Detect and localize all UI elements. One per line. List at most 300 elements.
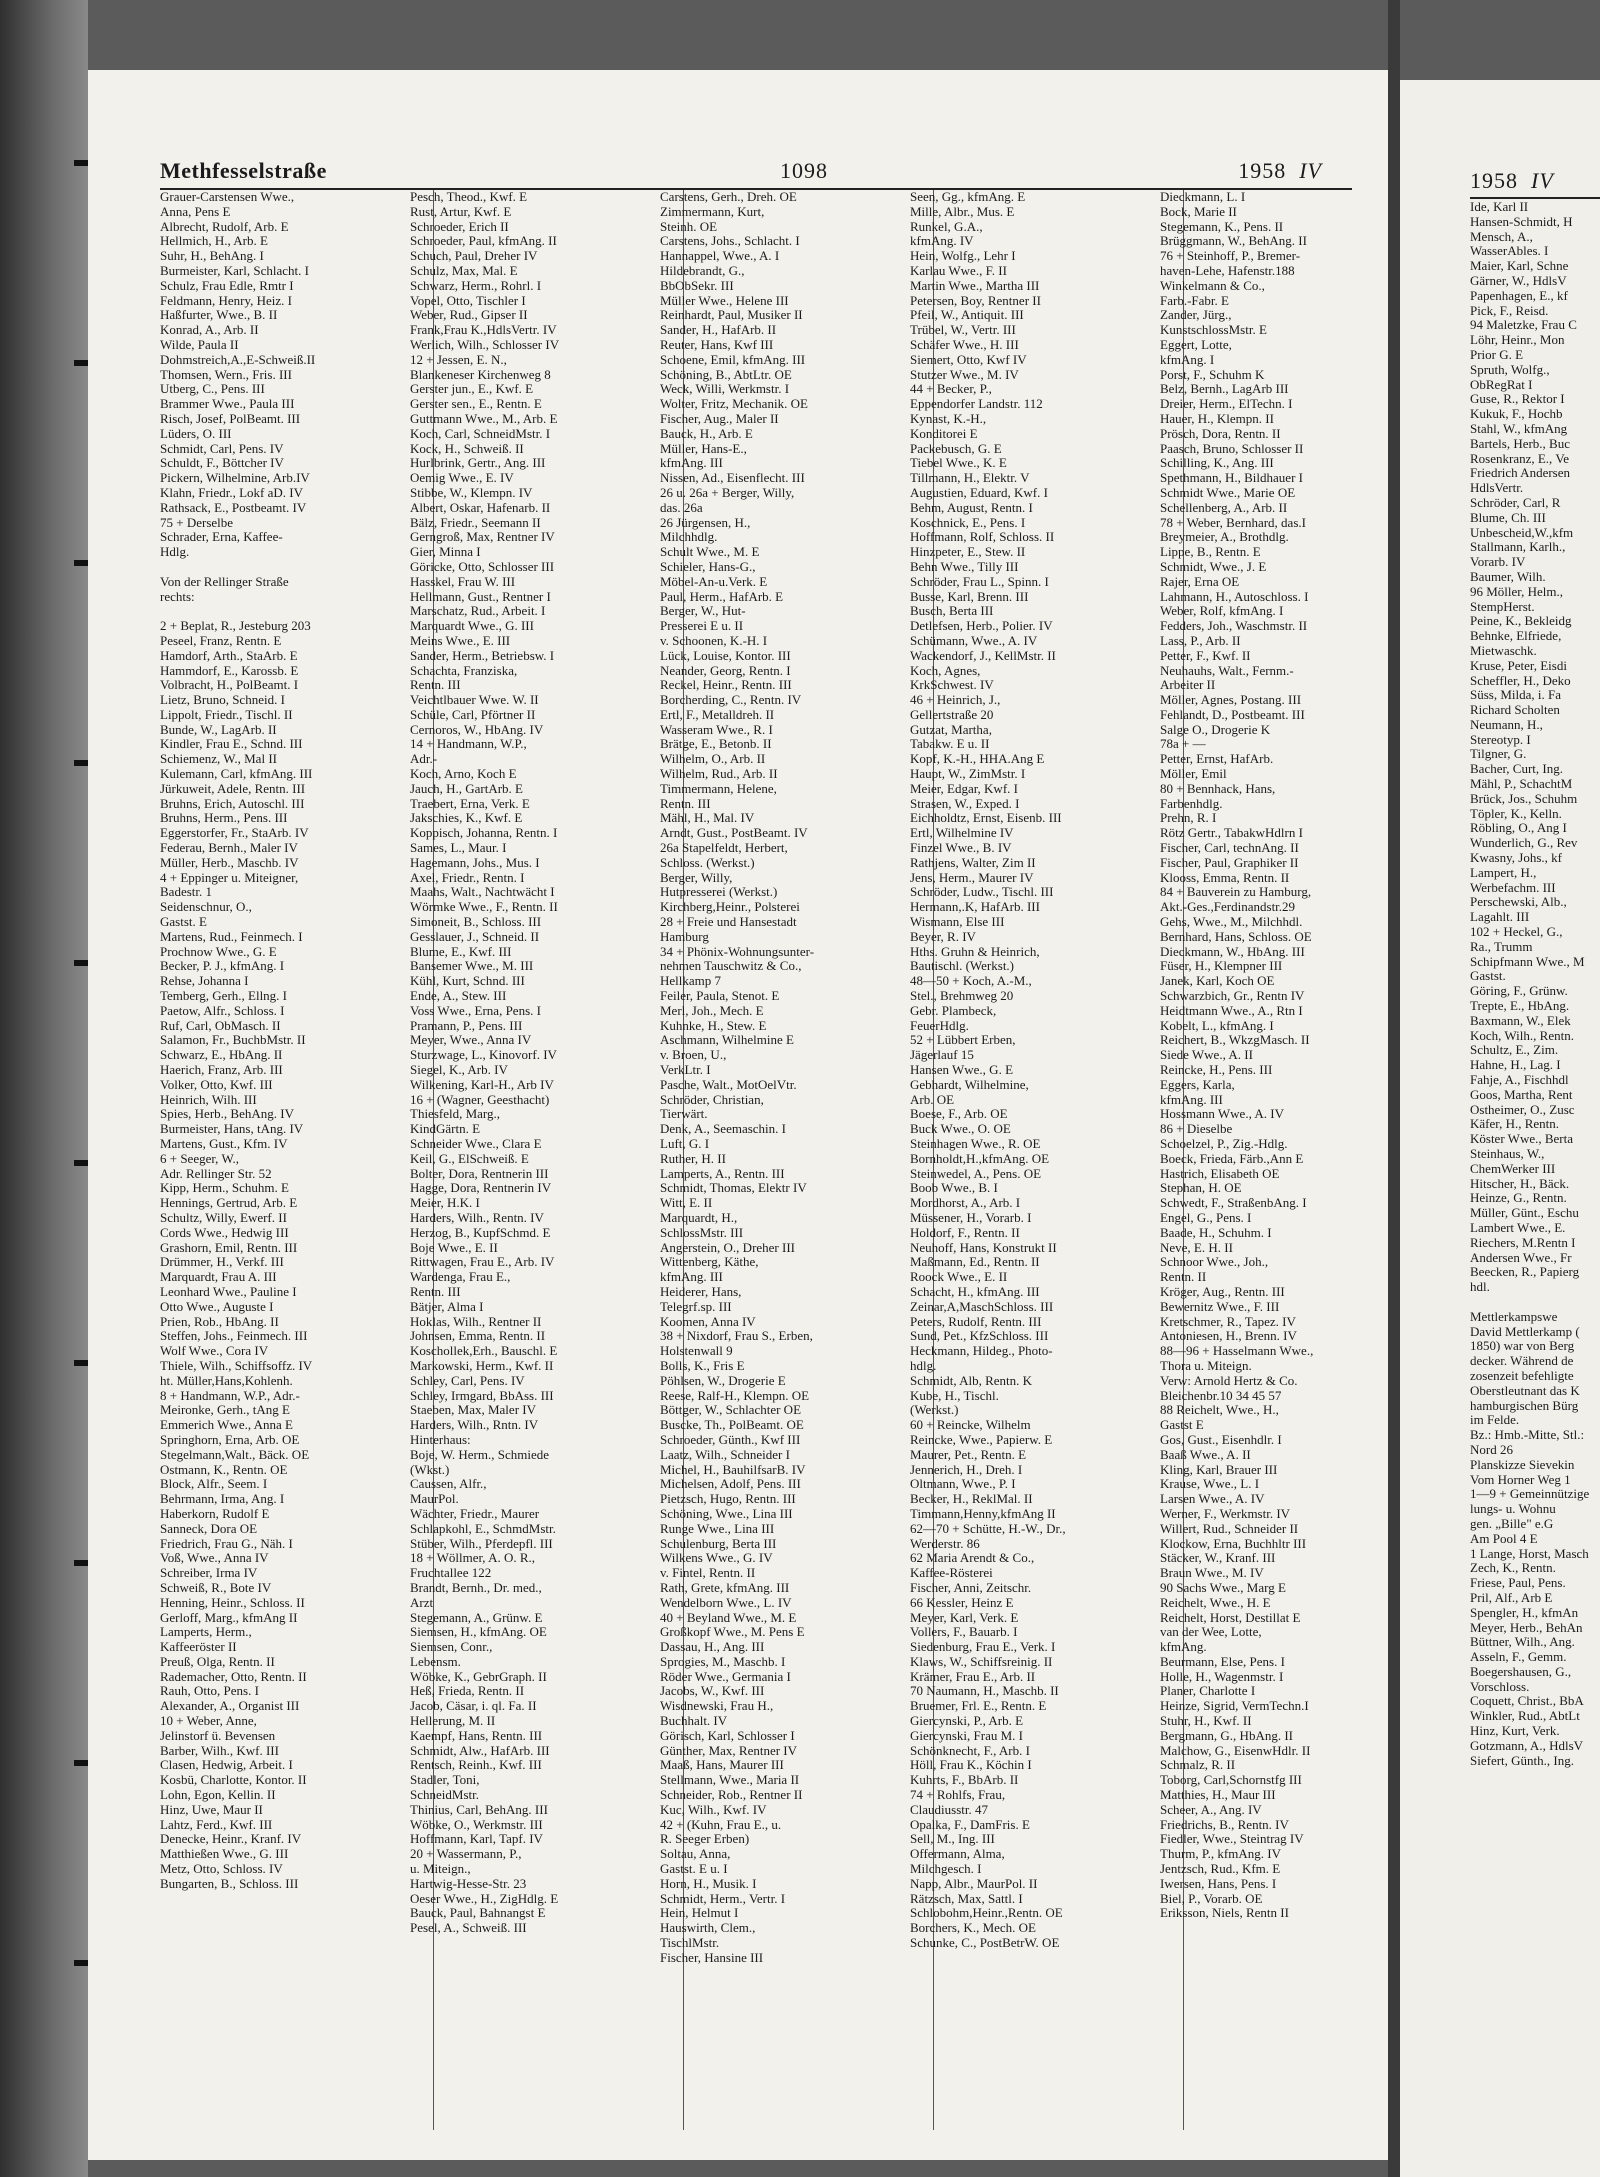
directory-entry: Schachta, Franziska, [410, 663, 518, 678]
directory-entry: Werderstr. 86 [910, 1536, 980, 1551]
directory-entry: Wisdnewski, Frau H., [660, 1699, 774, 1714]
directory-entry: Claudiusstr. 47 [910, 1802, 989, 1817]
directory-entry: Wackendorf, J., KellMstr. II [910, 648, 1056, 663]
directory-entry: Stadler, Toni, [410, 1773, 480, 1788]
directory-entry: Oltmann, Wwe., P. I [910, 1477, 1016, 1492]
directory-entry: Heckmann, Hildeg., Photo- [910, 1344, 1053, 1359]
directory-entry: Stäcker, W., Kranf. III [1160, 1551, 1276, 1566]
directory-page [88, 70, 1388, 2160]
directory-entry: Mietwaschk. [1470, 643, 1537, 658]
directory-entry: Fahje, A., Fischhdl [1470, 1073, 1569, 1088]
directory-entry: Luft, G. I [660, 1137, 710, 1151]
directory-entry: Frank,Frau K.,HdlsVertr. IV [410, 323, 557, 338]
directory-entry: Holle, H., Wagenmstr. I [1160, 1669, 1284, 1684]
directory-entry: Blume, Ch. III [1470, 510, 1546, 525]
directory-entry: Schöning, B., AbtLtr. OE [660, 367, 792, 382]
directory-entry: Pesch, Theod., Kwf. E [410, 190, 528, 204]
directory-entry: Ostmann, K., Rentn. OE [160, 1462, 288, 1477]
directory-entry: Blume, E., Kwf. III [410, 944, 512, 959]
directory-entry: Harders, Wilh., Rentn. IV [410, 1210, 544, 1225]
directory-entry: 48—50 + Koch, A.-M., [910, 974, 1032, 989]
directory-entry: Gier, Minna I [410, 545, 481, 560]
directory-entry: Kynast, K.-H., [910, 411, 987, 426]
directory-entry: Werbefachm. III [1470, 880, 1556, 895]
directory-entry: Lamperts, A., Rentn. III [660, 1166, 785, 1181]
directory-entry: Holstenwall 9 [660, 1344, 733, 1359]
directory-entry: Block, Alfr., Seem. I [160, 1477, 268, 1492]
directory-entry: Kwasny, Johs., kf [1470, 851, 1562, 866]
directory-entry: Behnke, Elfriede, [1470, 629, 1562, 644]
directory-entry: Haupt, W., ZimMstr. I [910, 767, 1026, 782]
directory-entry: Albrecht, Rudolf, Arb. E [160, 219, 289, 234]
directory-entry: Suhr, H., BehAng. I [160, 249, 264, 264]
directory-entry: Rentn. III [660, 796, 711, 811]
directory-entry: Koch, Agnes, [910, 663, 981, 678]
directory-entry: Prien, Rob., HbAng. II [160, 1314, 279, 1329]
directory-entry: Haerich, Franz, Arb. III [160, 1063, 283, 1078]
directory-entry: Winkler, Rud., AbtLt [1470, 1709, 1580, 1724]
directory-entry: Stahl, W., kfmAng [1470, 421, 1568, 436]
directory-entry: Fiedler, Wwe., Steintrag IV [1160, 1832, 1304, 1847]
binding-mark [74, 160, 88, 166]
directory-entry: Hauer, H., Klempn. II [1160, 411, 1274, 426]
directory-entry: Thiesfeld, Marg., [410, 1107, 501, 1122]
directory-entry: Bolter, Dora, Rentnerin III [410, 1166, 549, 1181]
directory-entry: 96 Möller, Helm., [1470, 584, 1563, 599]
directory-entry: Giercynski, Frau M. I [910, 1728, 1024, 1743]
directory-entry: Heidtmann Wwe., A., Rtn I [1160, 1003, 1303, 1018]
directory-entry: Scheffler, H., Deko [1470, 673, 1571, 688]
directory-entry: Schwarz, E., HbAng. II [160, 1048, 283, 1063]
directory-entry: Wilhelm, O., Arb. II [660, 752, 766, 767]
directory-entry: Hitscher, H., Bäck. [1470, 1176, 1570, 1191]
directory-entry: Dieckmann, L. I [1160, 190, 1246, 204]
directory-entry: Kube, H., Tischl. [910, 1388, 999, 1403]
directory-entry: Siemert, Otto, Kwf IV [910, 352, 1027, 367]
directory-entry: Möller, Agnes, Postang. III [1160, 693, 1302, 708]
directory-entry: Barber, Wilh., Kwf. III [160, 1743, 279, 1758]
directory-entry: Vorschloss. [1470, 1679, 1530, 1694]
directory-entry: Winkelmann & Co., [1160, 278, 1265, 293]
directory-entry: Hinz, Kurt, Verk. [1470, 1724, 1560, 1739]
directory-entry: Hinzpeter, E., Stew. II [910, 545, 1026, 560]
directory-entry: Sell, M., Ing. III [910, 1832, 995, 1847]
directory-entry: Breymeier, A., Brothdlg. [1160, 530, 1289, 545]
directory-entry: Zander, Jürg., [1160, 308, 1232, 323]
directory-entry: Schlobohm,Heinr.,Rentn. OE [910, 1906, 1063, 1921]
directory-entry: Paetow, Alfr., Schloss. I [160, 1003, 285, 1018]
directory-entry: Johnsen, Emma, Rentn. II [410, 1329, 546, 1344]
page-header [160, 158, 1352, 190]
directory-entry: Horn, H., Musik. I [660, 1876, 757, 1891]
directory-entry: Pasche, Walt., MotOelVtr. [660, 1077, 797, 1092]
directory-entry: Guse, R., Rektor I [1470, 392, 1565, 407]
directory-entry: Eriksson, Niels, Rentn II [1160, 1906, 1289, 1921]
directory-entry: Eppendorfer Landstr. 112 [910, 397, 1043, 412]
directory-entry: 84 + Bauverein zu Hamburg, [1160, 885, 1312, 900]
directory-entry: 18 + Wöllmer, A. O. R., [410, 1551, 536, 1566]
directory-entry: Rehse, Johanna I [160, 974, 249, 989]
directory-entry: Jacob, Cäsar, i. ql. Fa. II [410, 1699, 537, 1714]
directory-entry: Sames, L., Maur. I [410, 841, 507, 856]
directory-entry: Reese, Ralf-H., Klempn. OE [660, 1388, 810, 1403]
directory-entry: Schneider, Rob., Rentner II [660, 1788, 803, 1803]
directory-entry: Oberstleutnant das K [1470, 1383, 1580, 1398]
directory-entry: Kuhnke, H., Stew. E [660, 1018, 767, 1033]
directory-entry: Hths. Gruhn & Heinrich, [910, 944, 1040, 959]
directory-entry: Sturzwage, L., Kinovorf. IV [410, 1048, 557, 1063]
directory-entry: Müller Wwe., Helene III [660, 293, 789, 308]
directory-entry: Göring, F., Grünw. [1470, 984, 1568, 999]
directory-entry: Thiele, Wilh., Schiffsoffz. IV [160, 1358, 313, 1373]
directory-entry: Schoene, Emil, kfmAng. III [660, 352, 806, 367]
facing-page [1400, 80, 1600, 2177]
directory-entry: 10 + Weber, Anne, [160, 1714, 257, 1729]
directory-entry: Brätge, E., Betonb. II [660, 737, 772, 752]
directory-entry [160, 604, 410, 619]
directory-entry: Wolter, Fritz, Mechanik. OE [660, 397, 808, 412]
directory-entry: u. Miteign., [410, 1862, 471, 1877]
directory-entry: Keil, G., ElSchweiß. E [410, 1151, 529, 1166]
directory-entry: Vom Horner Weg 1 [1470, 1472, 1571, 1487]
directory-entry: Neve, E. H. II [1160, 1240, 1233, 1255]
directory-entry: Schilling, K., Ang. III [1160, 456, 1274, 471]
directory-entry: Reichelt, Wwe., H. E [1160, 1595, 1271, 1610]
directory-entry: Burmeister, Karl, Schlacht. I [160, 263, 309, 278]
directory-entry: Boeck, Frieda, Färb.,Ann E [1160, 1151, 1304, 1166]
directory-entry: Gesslauer, J., Schneid. II [410, 929, 540, 944]
directory-entry: Biel, P., Vorarb. OE [1160, 1891, 1263, 1906]
directory-entry: Boese, F., Arb. OE [910, 1107, 1008, 1122]
directory-entry: Boje Wwe., E. II [410, 1240, 498, 1255]
directory-entry: Dassau, H., Ang. III [660, 1640, 765, 1655]
directory-entry: Haßfurter, Wwe., B. II [160, 308, 278, 323]
directory-entry: Traebert, Erna, Verk. E [410, 796, 530, 811]
directory-entry: Löhr, Heinr., Mon [1470, 333, 1565, 348]
directory-entry [1470, 1295, 1600, 1310]
directory-entry: Gastst. E u. I [660, 1862, 728, 1877]
directory-entry: Reckel, Heinr., Rentn. III [660, 678, 792, 693]
directory-entry: Thinius, Carl, BehAng. III [410, 1802, 548, 1817]
directory-entry: Hellkamp 7 [660, 974, 722, 989]
directory-entry: Cords Wwe., Hedwig III [160, 1225, 289, 1240]
directory-entry: 62—70 + Schütte, H.-W., Dr., [910, 1521, 1066, 1536]
directory-entry: Bock, Marie II [1160, 204, 1237, 219]
directory-entry: 46 + Heinrich, J., [910, 693, 1001, 708]
directory-entry: Giercynski, P., Arb. E [910, 1714, 1024, 1729]
directory-entry: Lippolt, Friedr., Tischl. II [160, 707, 293, 722]
directory-entry: Büttner, Wilh., Ang. [1470, 1635, 1575, 1650]
directory-entry: Marquardt Wwe., G. III [410, 619, 534, 634]
directory-entry: Pöhlsen, W., Drogerie E [660, 1373, 786, 1388]
directory-entry: Prösch, Dora, Rentn. II [1160, 426, 1281, 441]
directory-entry: Farb.-Fabr. E [1160, 293, 1229, 308]
directory-entry: Dohmstreich,A.,E-Schweiß.II [160, 352, 316, 367]
directory-entry: Lahmann, H., Autoschloss. I [1160, 589, 1309, 604]
directory-entry: Beyer, R. IV [910, 929, 976, 944]
directory-entry: Schmidt, Thomas, Elektr IV [660, 1181, 807, 1196]
directory-entry: Spethmann, H., Bildhauer I [1160, 471, 1303, 486]
directory-entry: Schipfmann Wwe., M [1470, 954, 1585, 969]
directory-entry: Stephan, H. OE [1160, 1181, 1242, 1196]
facing-page-header: 1958 IV [1470, 168, 1554, 193]
directory-entry: Stibbe, W., Klempn. IV [410, 485, 533, 500]
directory-entry: Voss Wwe., Erna, Pens. I [410, 1003, 541, 1018]
directory-entry: Lohn, Egon, Kellin. II [160, 1788, 276, 1803]
directory-entry: Süss, Milda, i. Fa [1470, 688, 1562, 703]
directory-entry: Trübel, W., Vertr. III [910, 323, 1016, 338]
directory-entry: Kretschmer, R., Tapez. IV [1160, 1314, 1296, 1329]
directory-entry: Witt, E. II [660, 1196, 713, 1211]
directory-entry: Prochnow Wwe., G. E [160, 944, 277, 959]
directory-entry: Hasskel, Frau W. III [410, 574, 516, 589]
directory-entry: Schwarzbich, Gr., Rentn IV [1160, 989, 1305, 1004]
directory-entry: Steffen, Johs., Feinmech. III [160, 1329, 308, 1344]
directory-entry: nehmen Tauschwitz & Co., [660, 959, 802, 974]
directory-entry: Grashorn, Emil, Rentn. III [160, 1240, 298, 1255]
directory-entry: 102 + Heckel, G., [1470, 925, 1563, 940]
directory-entry: Arzt [410, 1595, 434, 1610]
directory-entry: 34 + Phönix-Wohnungsunter- [660, 944, 815, 959]
directory-entry: Brandt, Bernh., Dr. med., [410, 1580, 542, 1595]
directory-entry: Bz.: Hmb.-Mitte, Stl.: [1470, 1428, 1585, 1443]
directory-entry: Kock, H., Schweiß. II [410, 441, 524, 456]
directory-entry: Tabakw. E u. II [910, 737, 990, 752]
directory-entry: Springhorn, Erna, Arb. OE [160, 1432, 300, 1447]
directory-entry: Timmann,Henny,kfmAng II [910, 1506, 1056, 1521]
directory-entry: Bautischl. (Werkst.) [910, 959, 1015, 974]
directory-entry: Voß, Wwe., Anna IV [160, 1551, 269, 1566]
directory-entry: Bungarten, B., Schloss. III [160, 1876, 299, 1891]
directory-entry: Rentn. III [410, 678, 461, 693]
directory-entry: Neander, Georg, Rentn. I [660, 663, 791, 678]
directory-entry: Lamperts, Herm., [160, 1625, 252, 1640]
directory-entry: Reincke, H., Pens. III [1160, 1063, 1273, 1078]
directory-entry: Maahs, Walt., Nachtwächt I [410, 885, 555, 900]
directory-entry: Behn Wwe., Tilly III [910, 559, 1019, 574]
directory-entry: Kindler, Frau E., Schnd. III [160, 737, 303, 752]
directory-entry: Janek, Karl, Koch OE [1160, 974, 1275, 989]
directory-entry: Klahn, Friedr., Lokf aD. IV [160, 485, 303, 500]
directory-entry: Steinwedel, A., Pens. OE [910, 1166, 1042, 1181]
directory-entry: Siedenburg, Frau E., Verk. I [910, 1640, 1056, 1655]
directory-entry: Wilkening, Karl-H., Arb IV [410, 1077, 554, 1092]
directory-entry: 94 Maletzke, Frau C [1470, 318, 1577, 333]
directory-entry: Koch, Carl, SchneidMstr. I [410, 426, 551, 441]
directory-entry: Schröder, Christian, [660, 1092, 764, 1107]
directory-entry: Cernoros, W., HbAng. IV [410, 722, 544, 737]
directory-entry: Schulz, Max, Mal. E [410, 263, 518, 278]
directory-entry: Larsen Wwe., A. IV [1160, 1492, 1265, 1507]
directory-entry: Soltau, Anna, [660, 1847, 731, 1862]
directory-entry: Bolls, K., Fris E [660, 1358, 745, 1373]
directory-entry: Reuter, Hans, Kwf III [660, 337, 774, 352]
directory-entry: Rajer, Erna OE [1160, 574, 1240, 589]
directory-entry: Feldmann, Henry, Heiz. I [160, 293, 293, 308]
directory-entry: Baxmann, W., Elek [1470, 1013, 1571, 1028]
directory-entry: Gastst E [1160, 1418, 1204, 1433]
directory-entry: Leonhard Wwe., Pauline I [160, 1284, 297, 1299]
directory-entry: StempHerst. [1470, 599, 1535, 614]
directory-entry: Burmeister, Hans, tAng. IV [160, 1122, 304, 1137]
directory-entry: Steinhaus, W., [1470, 1147, 1545, 1161]
directory-entry: Gärner, W., HdlsV [1470, 273, 1567, 288]
directory-entry: Hauswirth, Clem., [660, 1921, 756, 1936]
directory-entry: Baade, H., Schuhm. I [1160, 1225, 1272, 1240]
directory-entry: Fischer, Anni, Zeitschr. [910, 1580, 1032, 1595]
directory-entry: Maurer, Pet., Rentn. E [910, 1447, 1027, 1462]
directory-entry: Ertl, F., Metalldreh. II [660, 707, 775, 722]
directory-entry: Heinrich, Wilh. III [160, 1092, 257, 1107]
directory-entry: Meironke, Gerh., tAng E [160, 1403, 290, 1418]
directory-entry: Becker, P. J., kfmAng. I [160, 959, 285, 974]
directory-entry: Eggert, Lotte, [1160, 337, 1232, 352]
directory-entry: 1850) war von Berg [1470, 1339, 1575, 1354]
directory-entry: Farbenhdlg. [1160, 796, 1223, 811]
directory-entry: Borcherding, C., Rentn. IV [660, 693, 802, 708]
directory-entry: 66 Kessler, Heinz E [910, 1595, 1014, 1610]
binding-mark [74, 1560, 88, 1566]
directory-entry: v. Broen, U., [660, 1048, 727, 1063]
directory-entry: Gerngroß, Max, Rentner IV [410, 530, 555, 545]
directory-entry: Schrader, Erna, Kaffee- [160, 530, 283, 545]
directory-entry: Risch, Josef, PolBeamt. III [160, 411, 301, 426]
directory-entry: 52 + Lübbert Erben, [910, 1033, 1016, 1048]
directory-entry: Friedrich, Frau G., Näh. I [160, 1536, 293, 1551]
directory-entry: Henning, Heinr., Schloss. II [160, 1595, 305, 1610]
directory-entry: Schley, Irmgard, BbAss. III [410, 1388, 554, 1403]
directory-entry: Am Pool 4 E [1470, 1531, 1538, 1546]
directory-entry: Stegelmann,Walt., Bäck. OE [160, 1447, 310, 1462]
directory-entry: kfmAng. III [660, 1270, 723, 1285]
directory-entry: Schiemenz, W., Mal II [160, 752, 277, 767]
directory-entry: Siefert, Günth., Ing. [1470, 1753, 1574, 1768]
directory-entry: 12 + Jessen, E. N., [410, 352, 507, 367]
directory-entry: Preuß, Olga, Rentn. II [160, 1654, 275, 1669]
directory-entry: Schultz, Willy, Ewerf. II [160, 1210, 287, 1225]
directory-entry: TischlMstr. [660, 1936, 720, 1951]
directory-entry: Fruchtallee 122 [410, 1566, 492, 1581]
directory-entry: Hildebrandt, G., [660, 263, 745, 278]
directory-entry: Lüders, O. III [160, 426, 232, 441]
directory-entry: Bartels, Herb., Buc [1470, 436, 1571, 451]
directory-entry: Zech, K., Rentn. [1470, 1561, 1556, 1576]
directory-entry: Vollers, F., Bauarb. I [910, 1625, 1018, 1640]
directory-entry: Röder Wwe., Germania I [660, 1669, 791, 1684]
directory-entry: Brüggmann, W., BehAng. II [1160, 234, 1307, 249]
directory-entry: Berger, Willy, [660, 870, 733, 885]
directory-entry: Kopf, K.-H., HHA.Ang E [910, 752, 1045, 767]
directory-entry: 2 + Beplat, R., Jesteburg 203 [160, 619, 311, 634]
directory-entry: Krämer, Frau E., Arb. II [910, 1669, 1036, 1684]
directory-entry: 70 Naumann, H., Maschb. II [910, 1684, 1059, 1699]
directory-entry: Koschnick, E., Pens. I [910, 515, 1026, 530]
directory-entry: Bälz, Friedr., Seemann II [410, 515, 541, 530]
directory-entry: Berger, W., Hut- [660, 604, 746, 619]
directory-entry: Haberkorn, Rudolf E [160, 1506, 270, 1521]
directory-entry: VerkLtr. I [660, 1063, 711, 1078]
directory-entry: Lampert, H., [1470, 865, 1537, 880]
directory-entry: Schweiß, R., Bote IV [160, 1580, 272, 1595]
directory-entry: KrkSchwest. IV [910, 678, 994, 693]
directory-entry: Hurlbrink, Gertr., Ang. III [410, 456, 546, 471]
directory-entry: ht. Müller,Hans,Kohlenh. [160, 1373, 293, 1388]
directory-entry: Siegel, K., Arb. IV [410, 1063, 508, 1078]
directory-entry: Bruhns, Herm., Pens. III [160, 811, 288, 826]
directory-entry: Sander, Herm., Betriebsw. I [410, 648, 555, 663]
directory-entry: Rust, Artur, Kwf. E [410, 204, 512, 219]
directory-entry: Pietzsch, Hugo, Rentn. III [660, 1492, 796, 1507]
directory-entry: Kuc, Wilh., Kwf. IV [660, 1802, 767, 1817]
directory-entry: Strasen, W., Exped. I [910, 796, 1020, 811]
directory-entry: Sander, H., HafArb. II [660, 323, 777, 338]
directory-entry: Federau, Bernh., Maler IV [160, 841, 298, 856]
directory-entry: Becker, H., ReklMal. II [910, 1492, 1033, 1507]
directory-entry: Feiler, Paula, Stenot. E [660, 989, 780, 1004]
directory-entry: Siemsen, H., kfmAng. OE [410, 1625, 547, 1640]
directory-entry: Meyer, Wwe., Anna IV [410, 1033, 532, 1048]
directory-entry: Lebensm. [410, 1654, 461, 1669]
directory-entry: Alexander, A., Organist III [160, 1699, 300, 1714]
directory-entry: Belz, Bernh., LagArb III [1160, 382, 1289, 397]
directory-entry: Boegershausen, G., [1470, 1664, 1572, 1679]
directory-entry: Jennerich, H., Dreh. I [910, 1462, 1023, 1477]
directory-entry: HdlsVertr. [1470, 481, 1524, 496]
directory-entry: Gutzat, Martha, [910, 722, 992, 737]
directory-entry: WasserAbles. I [1470, 244, 1549, 259]
directory-entry: Thurm, P., kfmAng. IV [1160, 1847, 1281, 1862]
directory-entry: Prior G. E [1470, 347, 1524, 362]
page-gutter [1388, 0, 1400, 2177]
directory-entry: Fischer, Aug., Maler II [660, 411, 779, 426]
directory-entry: Kuhrts, F., BbArb. II [910, 1773, 1019, 1788]
directory-column-5 [1160, 190, 1388, 2130]
directory-entry: Badestr. 1 [160, 885, 212, 900]
directory-entry: van der Wee, Lotte, [1160, 1625, 1262, 1640]
directory-entry: Busch, Berta III [910, 604, 994, 619]
directory-entry: Reincke, Wwe., Papierw. E [910, 1432, 1053, 1447]
directory-entry: Pramann, P., Pens. III [410, 1018, 523, 1033]
directory-entry: Ruther, H. II [660, 1151, 726, 1166]
directory-entry: Behrmann, Irma, Ang. I [160, 1492, 285, 1507]
directory-entry: Arb. OE [910, 1092, 955, 1107]
directory-entry: 44 + Becker, P., [910, 382, 992, 397]
directory-entry: Angerstein, O., Dreher III [660, 1240, 796, 1255]
directory-entry: Meier, Edgar, Kwf. I [910, 781, 1018, 796]
directory-entry: Seen, Gg., kfmAng. E [910, 190, 1026, 204]
year-volume: 1958 IV [1238, 158, 1322, 183]
directory-entry: Meier, H.K. I [410, 1196, 480, 1211]
directory-entry: Mordhorst, A., Arb. I [910, 1196, 1021, 1211]
directory-entry: Salamon, Fr., BuchbMstr. II [160, 1033, 306, 1048]
directory-entry: Napp, Albr., MaurPol. II [910, 1876, 1038, 1891]
directory-entry: zosenzeit befehligte [1470, 1368, 1574, 1383]
directory-entry: Packebusch, G. E [910, 441, 1002, 456]
directory-entry: MaurPol. [410, 1492, 459, 1507]
directory-entry: Schwarz, Herm., Rohrl. I [410, 278, 542, 293]
directory-entry: Coquett, Christ., BbA [1470, 1694, 1584, 1709]
directory-entry: 28 + Freie und Hansestadt [660, 915, 797, 930]
directory-entry: Martens, Gust., Kfm. IV [160, 1137, 288, 1151]
directory-entry: Siemsen, Conr., [410, 1640, 493, 1655]
directory-entry: Fehlandt, D., Postbeamt. III [1160, 707, 1305, 722]
directory-entry: Nord 26 [1470, 1442, 1513, 1457]
directory-entry: Hamdorf, Arth., StaArb. E [160, 648, 298, 663]
directory-entry: 76 + Steinhoff, P., Bremer- [1160, 249, 1301, 264]
directory-entry: Schlapkohl, E., SchmdMstr. [410, 1521, 556, 1536]
directory-entry: Michelsen, Adolf, Pens. III [660, 1477, 801, 1492]
directory-entry: Gastst. [1470, 969, 1506, 984]
